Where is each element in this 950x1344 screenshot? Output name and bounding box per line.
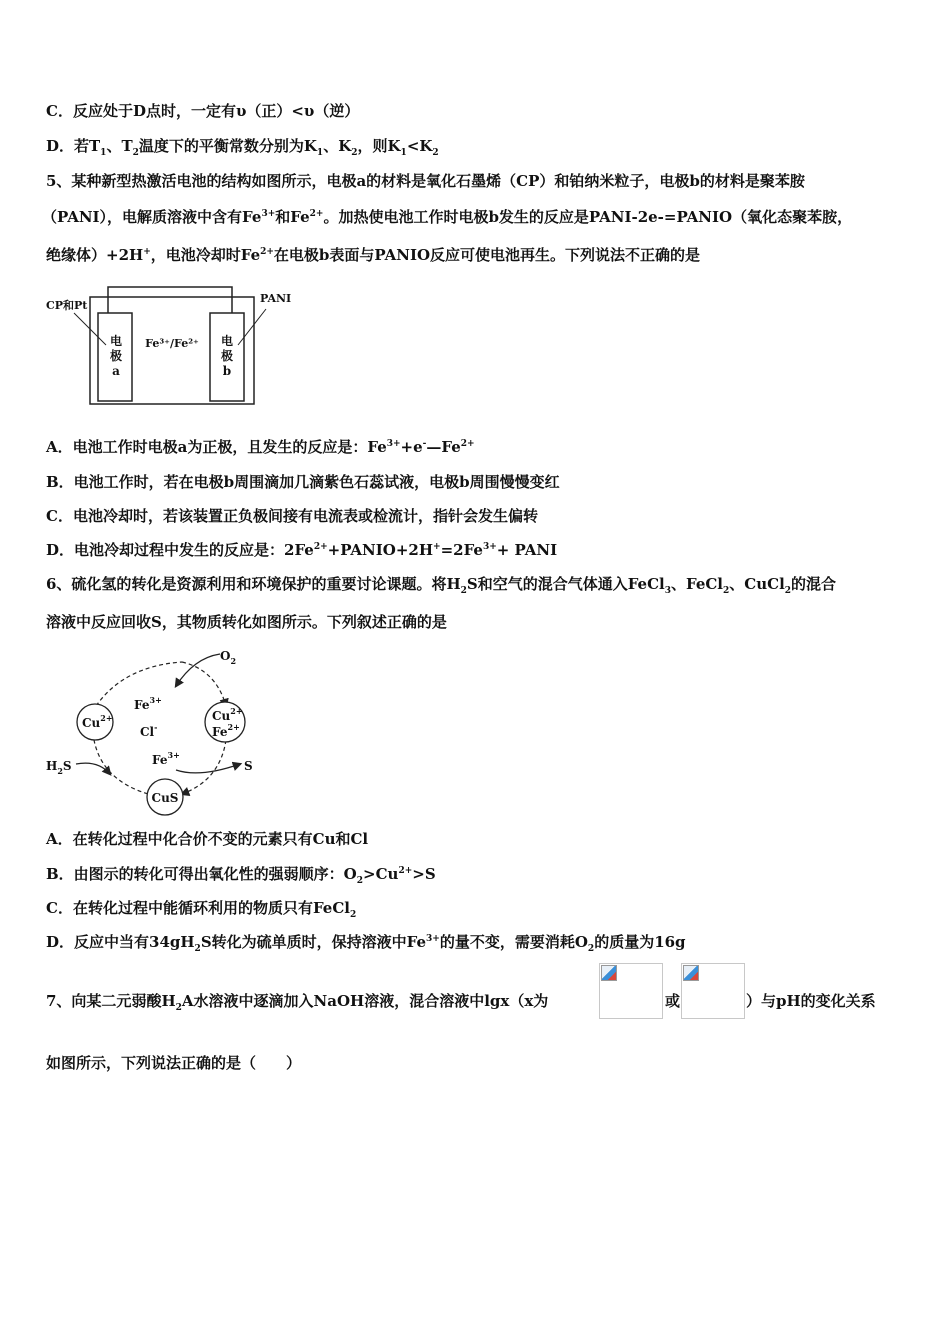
fe3-top-label: $Fe^{3+}$ [134, 695, 162, 712]
q7-stem-line1-right: ）与pH的变化关系 [746, 992, 876, 1010]
electrolyte-label: Fe³⁺/Fe²⁺ [145, 337, 199, 350]
cu2-label: $Cu^{2+}$ [82, 713, 113, 730]
cus-label: CuS [151, 791, 179, 805]
electrode-a-label-2: 极 [109, 349, 123, 363]
fe3-mid-label: $Fe^{3+}$ [152, 750, 180, 767]
h2s-label: $H_2S$ [46, 759, 72, 776]
h2s-arrow [76, 763, 110, 774]
external-wire [108, 287, 232, 313]
electrode-b-label-2: 极 [220, 349, 234, 363]
battery-diagram [44, 283, 304, 409]
cu2-right-label: $Cu^{2+}$ [212, 706, 243, 723]
broken-image-x1 [599, 963, 663, 1019]
q5-stem-line2: （PANI），电解质溶液中含有$Fe^{3+}$和$Fe^{2+}$。加热使电池工作时电极b发生的反应是PANI-2e-=PANIO（氧化态聚苯胺， [42, 208, 853, 226]
electrode-b-label-3: b [222, 364, 232, 378]
q6-option-c: C．在转化过程中能循环利用的物质只有FeCl$_2$ [46, 899, 357, 920]
q7-stem-line2: 如图所示，下列说法正确的是（ ） [46, 1054, 302, 1072]
broken-image-x2 [681, 963, 745, 1019]
sulfur-cycle-diagram [44, 642, 274, 820]
q5-stem-line3: 绝缘体）+2H+，电池冷却时$Fe^{2+}$在电极b表面与PANIO反应可使电池再生。下列说法不正确的是 [46, 246, 701, 264]
q5-option-a: A．电池工作时电极a为正极，且发生的反应是：$Fe^{3+}+e^-—Fe^{2+}$ [46, 438, 475, 456]
electrode-a-label-3: a [112, 364, 120, 378]
fe2-right-label: $Fe^{2+}$ [212, 722, 240, 739]
q6-option-b: B．由图示的转化可得出氧化性的强弱顺序：$O_2>Cu^{2+}>S$ [46, 865, 436, 886]
o2-label: $O_2$ [220, 649, 237, 666]
q5-option-b: B．电池工作时，若在电极b周围滴加几滴紫色石蕊试液，电极b周围慢慢变红 [46, 473, 560, 491]
q6-option-a: A．在转化过程中化合价不变的元素只有Cu和Cl [46, 830, 369, 848]
broken-image-icon [601, 965, 617, 981]
pani-label: PANI [260, 292, 292, 305]
electrode-a-label-1: 电 [109, 334, 123, 348]
q4-option-c: C．反应处于D点时，一定有υ（正）<υ（逆） [46, 102, 360, 120]
q7-stem-line1-left: 7、向某二元弱酸$H_2A$水溶液中逐滴加入NaOH溶液，混合溶液中lgx（x为 [46, 992, 549, 1013]
q6-option-d: D．反应中当有$34gH_2S$转化为硫单质时，保持溶液中$Fe^{3+}$的量不变，需要消耗$O_2$的质量为16g [46, 933, 686, 954]
cycle-arc-top-right [182, 662, 226, 706]
electrode-b-label-1: 电 [220, 334, 234, 348]
cycle-arc-bottom-right [182, 740, 226, 794]
q6-stem-line1: 6、硫化氢的转化是资源利用和环境保护的重要讨论课题。将$H_2S$和空气的混合气体通入FeCl$_3$、FeCl$_2$、CuCl$_2$的混合 [46, 575, 837, 596]
s-arrow [176, 764, 240, 773]
cl-label: Cl- [140, 722, 158, 739]
q5-option-d: D．电池冷却过程中发生的反应是：$2Fe^{2+}+PANIO+2H^+=2Fe^{3+}+$ PANI [46, 541, 558, 559]
cp-pt-label: CP和Pt [46, 299, 88, 312]
q5-option-c: C．电池冷却时，若该装置正负极间接有电流表或检流计，指针会发生偏转 [46, 507, 538, 525]
q6-stem-line2: 溶液中反应回收S，其物质转化如图所示。下列叙述正确的是 [46, 613, 447, 631]
q5-stem-line1: 5、某种新型热激活电池的结构如图所示，电极a的材料是氧化石墨烯（CP）和铂纳米粒子，电极b的材料是聚苯胺 [46, 172, 805, 190]
broken-image-icon [683, 965, 699, 981]
q4-option-d: D．若$T_1$、$T_2$温度下的平衡常数分别为$K_1$、$K_2$，则$K_1<K_2$ [46, 137, 439, 158]
s-label: S [244, 759, 253, 773]
q7-or: 或 [665, 992, 681, 1010]
